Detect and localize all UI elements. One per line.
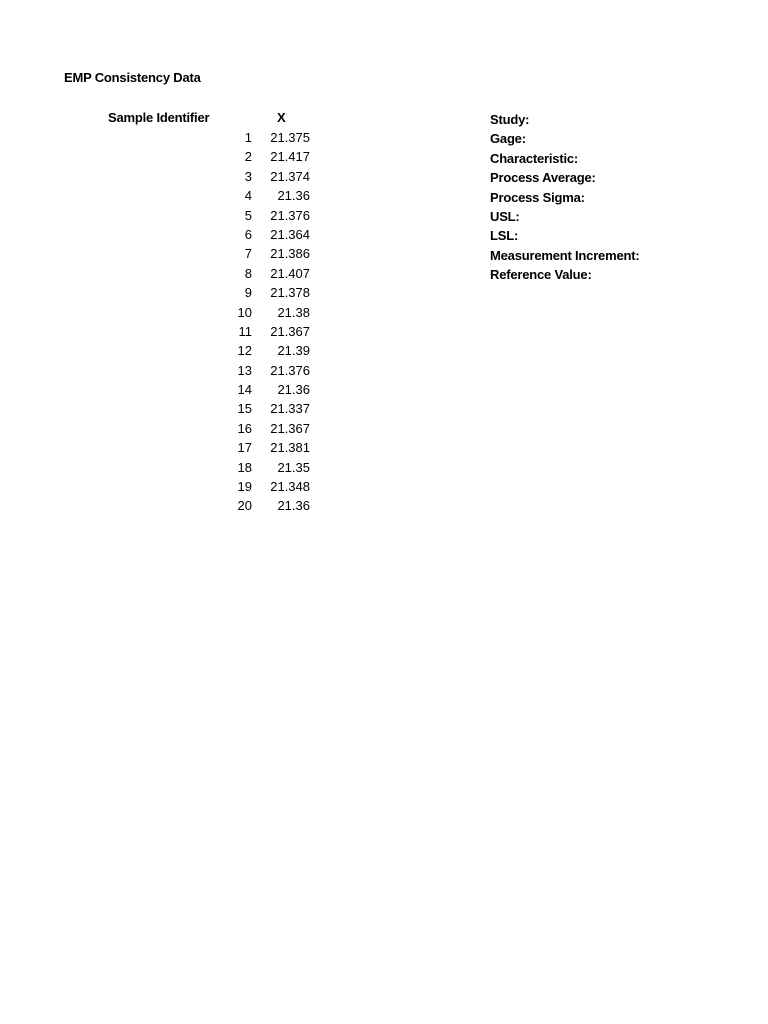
study-info-label: Reference Value: [490, 267, 592, 283]
sample-id-cell: 10 [237, 304, 252, 320]
sample-id-cell: 13 [237, 362, 252, 378]
sample-id-cell: 2 [244, 149, 252, 165]
x-value-cell: 21.39 [277, 343, 310, 359]
x-value-cell: 21.381 [270, 440, 310, 456]
sample-id-cell: 12 [237, 343, 252, 359]
x-value-cell: 21.374 [270, 168, 310, 184]
x-value-cell: 21.376 [270, 207, 310, 223]
sample-id-cell: 8 [244, 265, 252, 281]
x-value-cell: 21.337 [270, 401, 310, 417]
table-row [200, 244, 315, 263]
sample-id-cell: 9 [244, 285, 252, 301]
x-value-cell: 21.36 [277, 382, 310, 398]
table-row [200, 322, 315, 341]
table-row [200, 264, 315, 283]
sample-id-cell: 17 [237, 440, 252, 456]
study-info-labels [490, 110, 639, 285]
sample-id-cell: 1 [244, 130, 252, 145]
x-value-cell: 21.36 [277, 498, 310, 514]
page-title: EMP Consistency Data [64, 70, 201, 85]
sample-id-cell: 5 [244, 207, 252, 223]
x-value-cell: 21.376 [270, 362, 310, 378]
sample-id-cell: 14 [237, 382, 252, 398]
x-value-cell: 21.35 [277, 459, 310, 475]
x-value-cell: 21.348 [270, 479, 310, 495]
sample-id-cell: 3 [244, 168, 252, 184]
x-value-cell: 21.407 [270, 265, 310, 281]
sample-id-cell: 16 [237, 420, 252, 436]
table-row [200, 477, 315, 496]
study-info-label: Measurement Increment: [490, 247, 640, 263]
x-value-cell: 21.36 [277, 188, 310, 204]
sample-id-cell: 15 [237, 401, 252, 417]
table-row [200, 303, 315, 322]
sample-id-cell: 20 [237, 498, 252, 514]
sample-id-cell: 4 [244, 188, 252, 204]
table-row [200, 438, 315, 457]
table-row [200, 380, 315, 399]
study-info-label: Process Average: [490, 170, 596, 186]
study-info-label: Study: [490, 112, 530, 127]
sample-identifier-header: Sample Identifier [108, 110, 210, 125]
study-info-label: Gage: [490, 131, 526, 147]
x-header: X [277, 110, 286, 125]
table-row [200, 167, 315, 186]
x-value-cell: 21.378 [270, 285, 310, 301]
x-value-cell: 21.417 [270, 149, 310, 165]
table-row [200, 206, 315, 225]
study-info-label: Process Sigma: [490, 189, 585, 205]
table-row [200, 225, 315, 244]
table-row [200, 128, 315, 147]
table-row [200, 147, 315, 166]
x-value-cell: 21.367 [270, 323, 310, 339]
sample-id-cell: 6 [244, 226, 252, 242]
x-value-cell: 21.375 [270, 130, 310, 145]
sample-id-cell: 7 [244, 246, 252, 262]
data-table [200, 128, 315, 516]
sample-id-cell: 19 [237, 479, 252, 495]
sample-id-cell: 11 [238, 323, 252, 339]
x-value-cell: 21.367 [270, 420, 310, 436]
table-row [200, 361, 315, 380]
study-info-label: LSL: [490, 228, 519, 244]
study-info-label: USL: [490, 208, 520, 224]
table-row [200, 283, 315, 302]
x-value-cell: 21.386 [270, 246, 310, 262]
x-value-cell: 21.38 [277, 304, 310, 320]
x-value-cell: 21.364 [270, 226, 310, 242]
table-row [200, 186, 315, 205]
sample-id-cell: 18 [237, 459, 252, 475]
study-info-label: Characteristic: [490, 150, 579, 166]
table-row [200, 419, 315, 438]
table-row [200, 341, 315, 360]
table-row [200, 496, 315, 515]
table-row [200, 399, 315, 418]
table-row [200, 458, 315, 477]
